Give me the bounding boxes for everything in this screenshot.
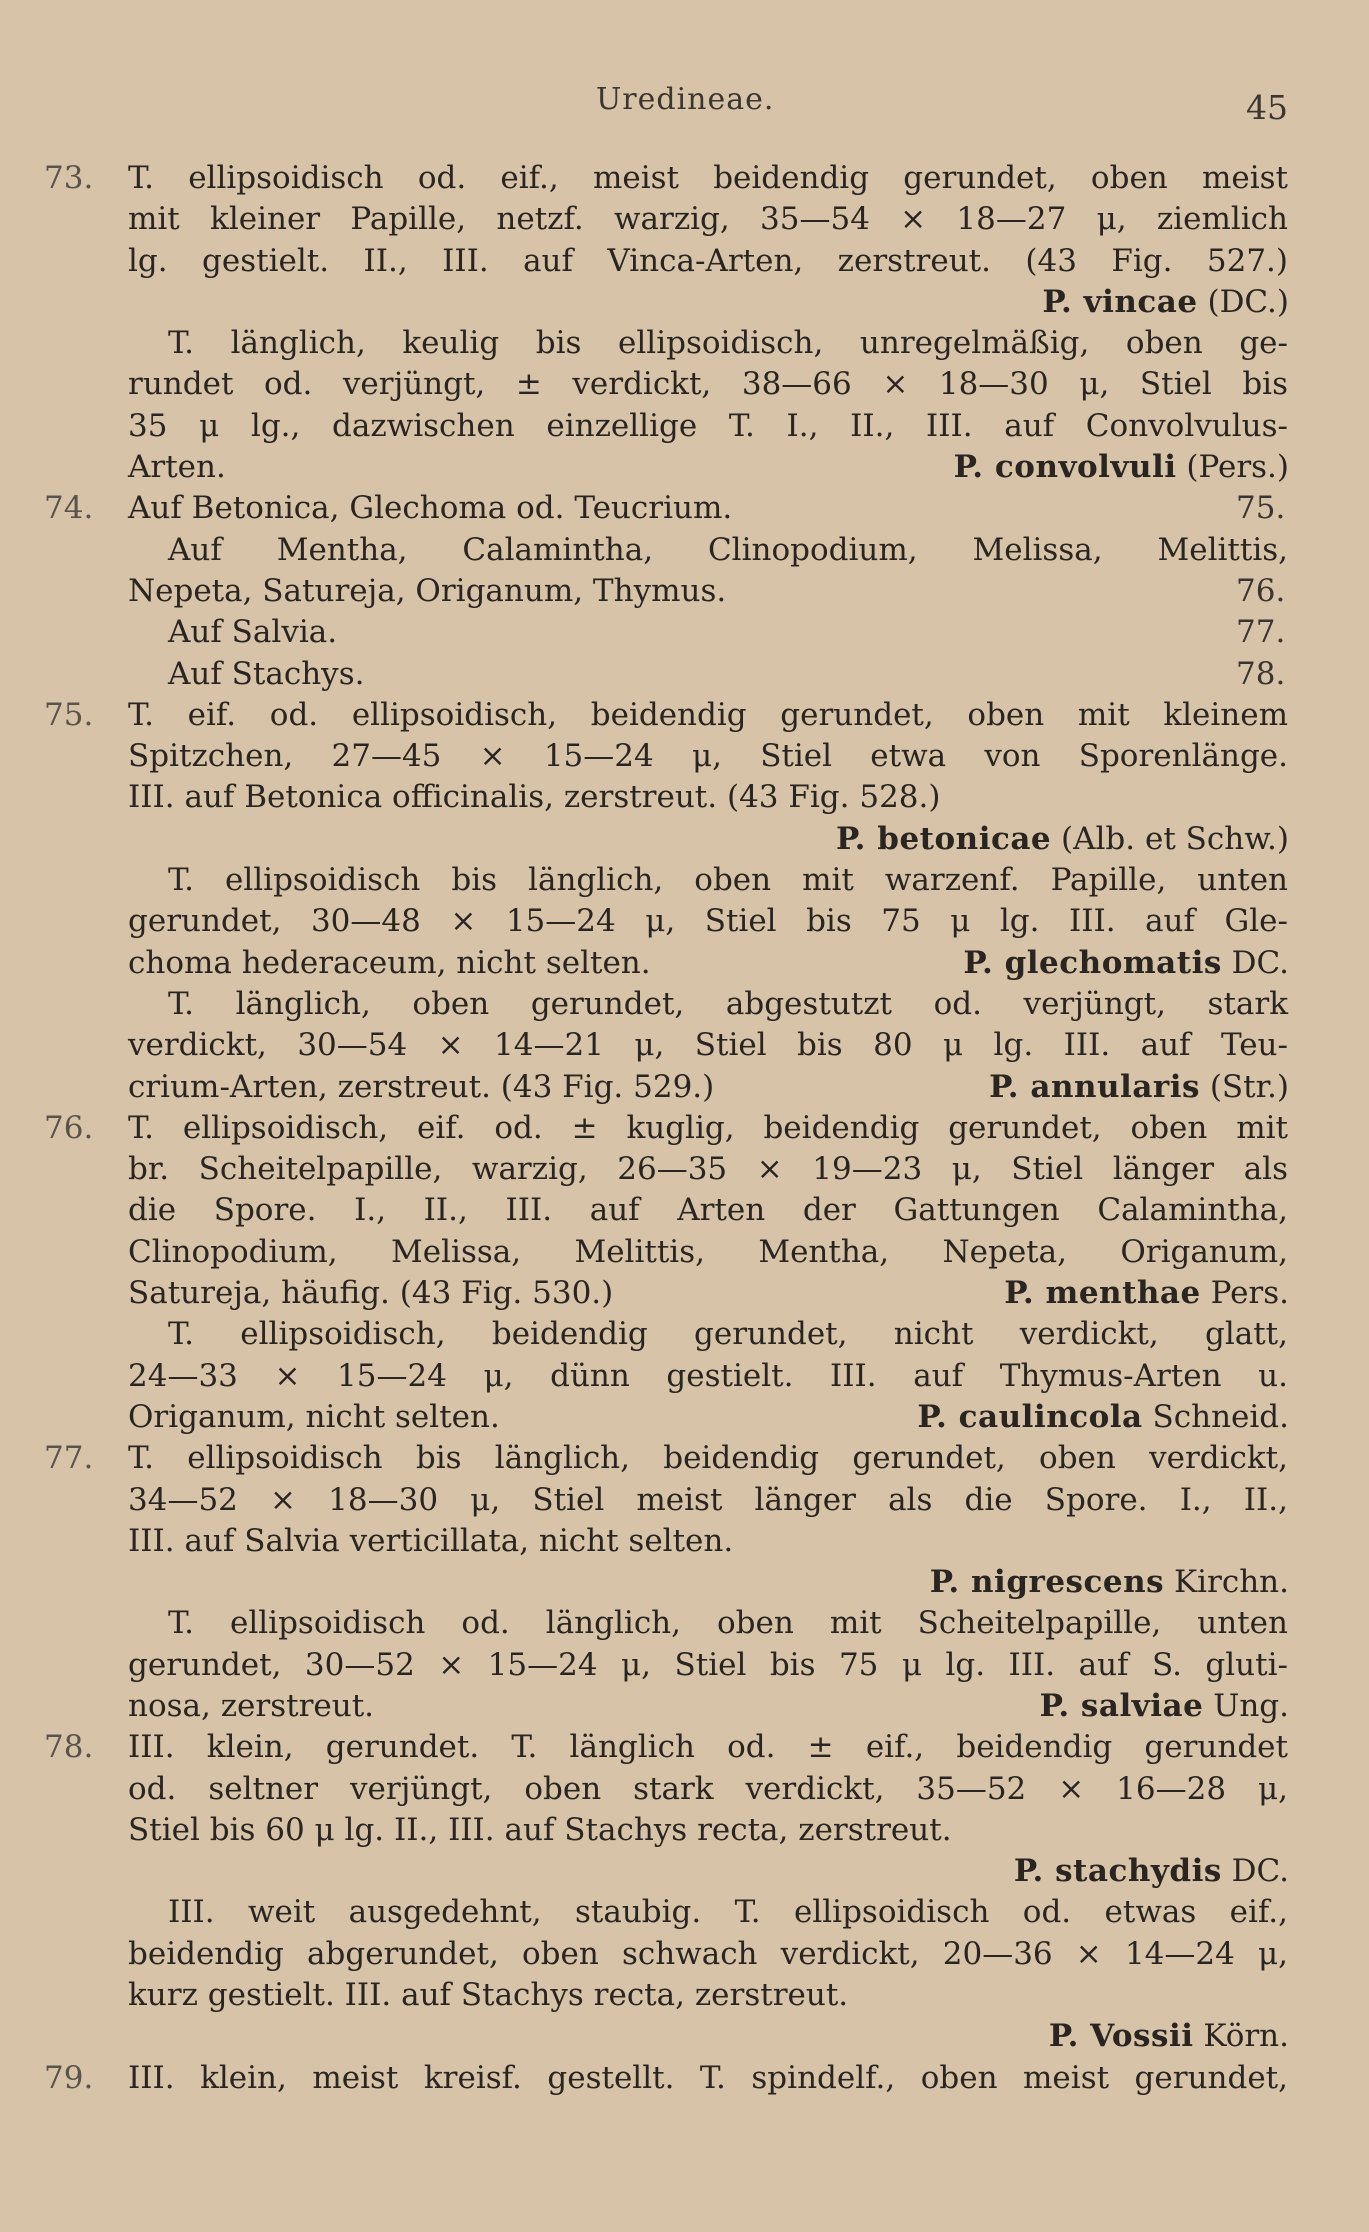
entry-number: 76.	[44, 1109, 94, 1146]
line-text: III. auf Salvia verticillata, nicht selten.	[128, 1522, 734, 1559]
text-line	[0, 943, 1369, 984]
line-text: T. länglich, keulig bis ellipsoidisch, unregelmäßig, oben ge-	[168, 325, 1288, 362]
page-number: 45	[1246, 88, 1288, 127]
text-line	[0, 1438, 1369, 1479]
species-name	[917, 1397, 1289, 1438]
text-line	[0, 1934, 1369, 1975]
species-binomial: P. vincae	[1042, 283, 1198, 320]
text-line	[0, 1521, 1369, 1562]
text-line	[0, 1397, 1369, 1438]
line-text: rundet od. verjüngt, ± verdickt, 38—66 × 18—30 μ, Stiel bis	[128, 366, 1288, 403]
line-text: III. klein, gerundet. T. länglich od. ± eif., beidendig gerundet	[128, 1729, 1288, 1766]
species-binomial: P. Vossii	[1048, 2018, 1194, 2055]
line-text: III. weit ausgedehnt, staubig. T. ellipsoidisch od. etwas eif.,	[168, 1894, 1288, 1931]
text-line	[0, 612, 1369, 653]
text-line	[0, 323, 1369, 364]
line-text: III. auf Betonica officinalis, zerstreut. (43 Fig. 528.)	[128, 779, 941, 816]
line-text: Auf Salvia.	[168, 614, 338, 651]
entry-number: 74.	[44, 490, 94, 527]
entry-number: 73.	[44, 160, 94, 196]
key-reference: 77.	[1236, 614, 1286, 651]
text-line	[0, 1686, 1369, 1727]
line-text: kurz gestielt. III. auf Stachys recta, zerstreut.	[128, 1977, 849, 2014]
text-line	[0, 2016, 1369, 2057]
text-line	[0, 1480, 1369, 1521]
species-binomial: P. caulincola	[917, 1398, 1143, 1435]
text-line	[0, 1645, 1369, 1686]
species-name	[1042, 282, 1289, 323]
text-line	[0, 819, 1369, 860]
text-line	[0, 2058, 1369, 2099]
page-body	[0, 158, 1369, 2099]
species-binomial: P. nigrescens	[929, 1564, 1165, 1601]
text-line	[0, 1769, 1369, 1810]
text-line	[0, 530, 1369, 571]
text-line	[0, 654, 1369, 695]
species-name	[836, 819, 1289, 860]
species-binomial: P. glechomatis	[963, 944, 1222, 981]
text-line	[0, 777, 1369, 818]
line-text: gerundet, 30—52 × 15—24 μ, Stiel bis 75 μ lg. III. auf S. gluti-	[128, 1646, 1288, 1683]
running-title: Uredineae.	[596, 82, 775, 117]
line-text: Origanum, nicht selten.	[128, 1398, 500, 1435]
species-binomial: P. annularis	[989, 1068, 1200, 1105]
line-text: Clinopodium, Melissa, Melittis, Mentha, Nepeta, Origanum,	[128, 1233, 1288, 1270]
line-text: Arten.	[128, 449, 226, 486]
species-author: (DC.)	[1197, 283, 1289, 320]
species-binomial: P. salviae	[1039, 1687, 1204, 1724]
line-text: Auf Betonica, Glechoma od. Teucrium.	[128, 490, 733, 527]
text-line	[0, 860, 1369, 901]
species-binomial: P. betonicae	[836, 820, 1052, 857]
key-reference: 76.	[1236, 572, 1286, 609]
line-text: Auf Stachys.	[168, 655, 365, 692]
species-author: (Alb. et Schw.)	[1051, 820, 1289, 857]
text-line	[0, 1149, 1369, 1190]
species-binomial: P. convolvuli	[953, 449, 1177, 486]
text-line	[0, 1727, 1369, 1768]
species-name	[930, 1562, 1289, 1603]
line-text: Stiel bis 60 μ lg. II., III. auf Stachys recta, zerstreut.	[128, 1811, 952, 1848]
key-reference: 78.	[1236, 655, 1286, 692]
line-text: Nepeta, Satureja, Origanum, Thymus.	[128, 572, 727, 609]
line-text: br. Scheitelpapille, warzig, 26—35 × 19—23 μ, Stiel länger als	[128, 1151, 1288, 1188]
species-name	[954, 447, 1289, 488]
text-line	[0, 406, 1369, 447]
entry-number: 78.	[44, 1729, 94, 1766]
species-author: Körn.	[1193, 2018, 1289, 2055]
text-line	[0, 1025, 1369, 1066]
text-line	[0, 199, 1369, 240]
species-author: DC.	[1221, 1853, 1289, 1890]
text-line	[0, 571, 1369, 612]
text-line	[0, 364, 1369, 405]
line-text: choma hederaceum, nicht selten.	[128, 944, 651, 981]
line-text: mit kleiner Papille, netzf. warzig, 35—54 × 18—27 μ, ziemlich	[128, 201, 1288, 238]
species-name	[1049, 2016, 1289, 2057]
text-line	[0, 1810, 1369, 1851]
text-line	[0, 158, 1369, 199]
entry-number: 77.	[44, 1440, 94, 1477]
text-line	[0, 1273, 1369, 1314]
text-line	[0, 695, 1369, 736]
species-author: Schneid.	[1142, 1398, 1289, 1435]
text-line	[0, 1314, 1369, 1355]
line-text: 34—52 × 18—30 μ, Stiel meist länger als die Spore. I., II.,	[128, 1481, 1288, 1518]
line-text: T. ellipsoidisch od. eif., meist beidendig gerundet, oben meist	[128, 160, 1288, 196]
species-name	[963, 943, 1289, 984]
line-text: nosa, zerstreut.	[128, 1687, 375, 1724]
line-text: III. klein, meist kreisf. gestellt. T. spindelf., oben meist gerundet,	[128, 2059, 1288, 2096]
line-text: crium-Arten, zerstreut. (43 Fig. 529.)	[128, 1068, 715, 1105]
species-author: (Pers.)	[1176, 449, 1289, 486]
line-text: T. ellipsoidisch, beidendig gerundet, nicht verdickt, glatt,	[168, 1316, 1288, 1353]
species-author: (Str.)	[1199, 1068, 1289, 1105]
text-line	[0, 1356, 1369, 1397]
line-text: Auf Mentha, Calamintha, Clinopodium, Melissa, Melittis,	[168, 531, 1288, 568]
text-line	[0, 447, 1369, 488]
key-reference: 75.	[1236, 490, 1286, 527]
text-line	[0, 736, 1369, 777]
line-text: 35 μ lg., dazwischen einzellige T. I., II., III. auf Convolvulus-	[128, 407, 1288, 444]
line-text: T. ellipsoidisch od. länglich, oben mit Scheitelpapille, unten	[168, 1605, 1288, 1642]
text-line	[0, 1190, 1369, 1231]
entry-number: 75.	[44, 696, 94, 733]
line-text: T. eif. od. ellipsoidisch, beidendig gerundet, oben mit kleinem	[128, 696, 1288, 733]
entry-number: 79.	[44, 2059, 94, 2096]
line-text: Satureja, häufig. (43 Fig. 530.)	[128, 1275, 614, 1312]
species-binomial: P. stachydis	[1013, 1853, 1222, 1890]
species-author: DC.	[1221, 944, 1289, 981]
species-name	[1004, 1273, 1289, 1314]
line-text: 24—33 × 15—24 μ, dünn gestielt. III. auf Thymus-Arten u.	[128, 1357, 1288, 1394]
text-line	[0, 1067, 1369, 1108]
line-text: T. länglich, oben gerundet, abgestutzt od. verjüngt, stark	[168, 985, 1288, 1022]
line-text: Spitzchen, 27—45 × 15—24 μ, Stiel etwa von Sporenlänge.	[128, 738, 1288, 775]
text-line	[0, 488, 1369, 529]
species-author: Pers.	[1200, 1275, 1289, 1312]
species-name	[1040, 1686, 1289, 1727]
text-line	[0, 1562, 1369, 1603]
text-line	[0, 1108, 1369, 1149]
line-text: lg. gestielt. II., III. auf Vinca-Arten, zerstreut. (43 Fig. 527.)	[128, 242, 1288, 279]
text-line	[0, 1232, 1369, 1273]
line-text: gerundet, 30—48 × 15—24 μ, Stiel bis 75 μ lg. III. auf Gle-	[128, 903, 1288, 940]
text-line	[0, 1603, 1369, 1644]
species-name	[1014, 1851, 1289, 1892]
text-line	[0, 282, 1369, 323]
line-text: die Spore. I., II., III. auf Arten der Gattungen Calamintha,	[128, 1192, 1288, 1229]
line-text: beidendig abgerundet, oben schwach verdickt, 20—36 × 14—24 μ,	[128, 1935, 1288, 1972]
text-line	[0, 1975, 1369, 2016]
line-text: T. ellipsoidisch bis länglich, oben mit warzenf. Papille, unten	[168, 862, 1288, 899]
text-line	[0, 241, 1369, 282]
text-line	[0, 901, 1369, 942]
line-text: T. ellipsoidisch bis länglich, beidendig gerundet, oben verdickt,	[128, 1440, 1288, 1477]
text-line	[0, 984, 1369, 1025]
line-text: T. ellipsoidisch, eif. od. ± kuglig, beidendig gerundet, oben mit	[128, 1109, 1288, 1146]
text-line	[0, 1851, 1369, 1892]
text-line	[0, 1892, 1369, 1933]
species-author: Ung.	[1203, 1687, 1289, 1724]
species-binomial: P. menthae	[1004, 1275, 1201, 1312]
line-text: od. seltner verjüngt, oben stark verdickt, 35—52 × 16—28 μ,	[128, 1770, 1288, 1807]
species-name	[989, 1067, 1289, 1108]
page-header	[0, 82, 1369, 127]
species-author: Kirchn.	[1164, 1564, 1289, 1601]
line-text: verdickt, 30—54 × 14—21 μ, Stiel bis 80 μ lg. III. auf Teu-	[128, 1027, 1288, 1064]
